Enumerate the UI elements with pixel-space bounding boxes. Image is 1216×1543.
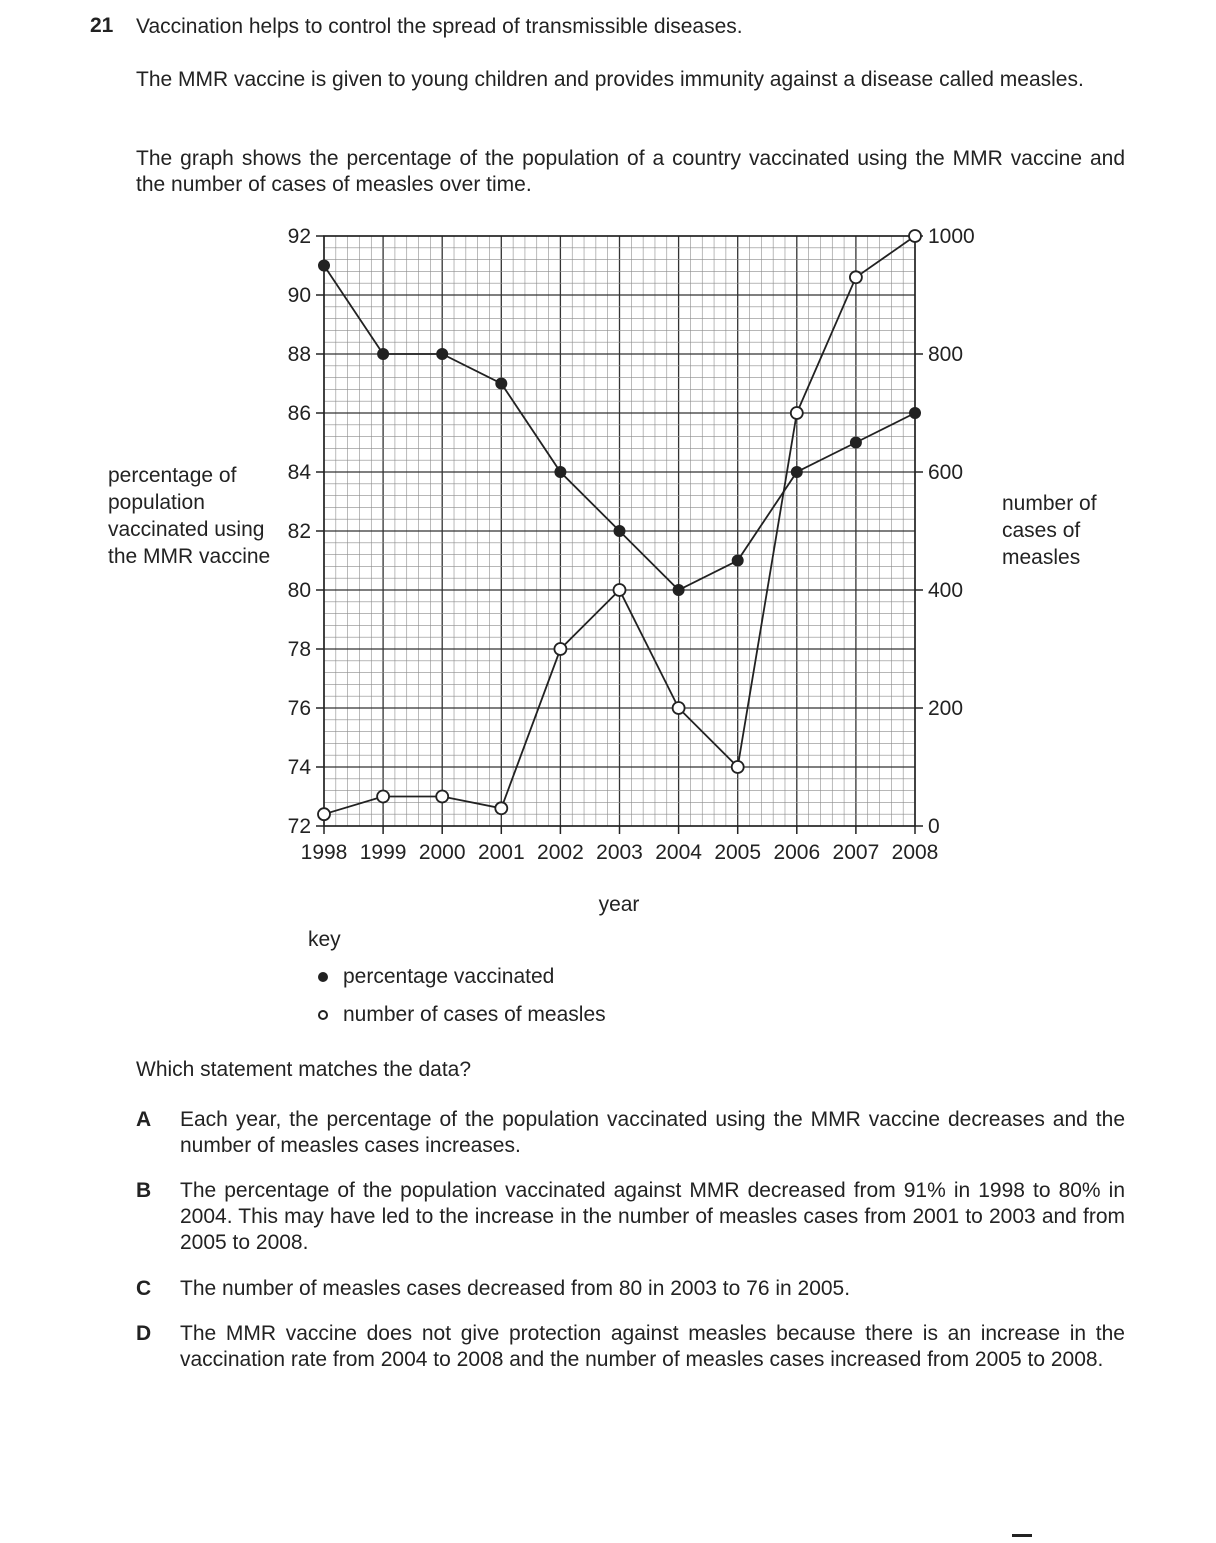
point-measles <box>436 791 448 803</box>
point-vaccinated <box>378 349 389 360</box>
question-paragraph-3: The graph shows the percentage of the population of a country vaccinated using the MMR vaccine and the number of cases of measles over time. <box>136 147 1125 196</box>
option-letter: C <box>136 1277 152 1300</box>
option-text: Each year, the percentage of the population vaccinated using the MMR vaccine decreases and the number of measles cases increases. <box>180 1108 1125 1157</box>
point-vaccinated <box>850 437 861 448</box>
key-label-measles: number of cases of measles <box>343 1003 606 1026</box>
option-c[interactable] <box>136 1276 1125 1302</box>
x-tick-label: 2007 <box>832 841 880 864</box>
right-tick-label: 1000 <box>928 225 975 248</box>
point-vaccinated <box>614 526 625 537</box>
x-tick-label: 2000 <box>418 841 466 864</box>
hollow-circle-icon <box>318 1010 328 1020</box>
filled-circle-icon <box>318 972 328 982</box>
x-tick-label: 1999 <box>359 841 407 864</box>
left-tick-label: 74 <box>287 756 311 779</box>
left-tick-label: 78 <box>287 638 311 661</box>
option-b[interactable] <box>136 1178 1125 1256</box>
point-measles <box>318 808 330 820</box>
left-tick-label: 92 <box>287 225 311 248</box>
option-letter: B <box>136 1179 152 1202</box>
point-measles <box>732 761 744 773</box>
point-measles <box>614 584 626 596</box>
left-tick-label: 72 <box>287 815 311 838</box>
x-tick-label: 2005 <box>714 841 762 864</box>
question-number: 21 <box>90 14 114 37</box>
page-mark <box>1012 1534 1032 1537</box>
point-vaccinated <box>910 408 921 419</box>
point-measles <box>850 271 862 283</box>
left-tick-label: 80 <box>287 579 311 602</box>
key-item-vaccinated <box>318 965 554 989</box>
left-axis-label: percentage of population vaccinated using the MMR vaccine <box>108 464 271 568</box>
point-measles <box>909 230 921 242</box>
left-tick-label: 86 <box>287 402 311 425</box>
option-letter: D <box>136 1322 152 1345</box>
x-tick-label: 2003 <box>596 841 643 864</box>
x-axis-label: year <box>598 893 640 916</box>
option-text: The MMR vaccine does not give protection against measles because there is an increase in the vaccination rate from 2004 to 2008 and the number of measles cases increased from 2005 to 2008. <box>180 1322 1125 1371</box>
right-tick-label: 0 <box>928 815 940 838</box>
point-measles <box>791 407 803 419</box>
right-tick-label: 400 <box>928 579 964 602</box>
key-item-measles <box>318 1003 606 1027</box>
x-tick-label: 2006 <box>773 841 821 864</box>
option-d[interactable] <box>136 1321 1125 1373</box>
x-tick-label: 2001 <box>477 841 525 864</box>
point-vaccinated <box>496 378 507 389</box>
point-vaccinated <box>555 467 566 478</box>
point-measles <box>495 802 507 814</box>
point-measles <box>554 643 566 655</box>
question-intro: Vaccination helps to control the spread of transmissible diseases. <box>136 15 743 38</box>
question-paragraph-2: The MMR vaccine is given to young children and provides immunity against a disease called measles. <box>136 68 1084 91</box>
point-vaccinated <box>319 260 330 271</box>
option-text: The percentage of the population vaccinated against MMR decreased from 91% in 1998 to 80% in 2004. This may have led to the increase in the number of measles cases from 2001 to 2003 and from 2005 to 2008. <box>180 1179 1125 1254</box>
point-measles <box>673 702 685 714</box>
right-tick-label: 600 <box>928 461 964 484</box>
option-letter: A <box>136 1108 152 1131</box>
right-tick-label: 200 <box>928 697 964 720</box>
right-tick-label: 800 <box>928 343 964 366</box>
point-vaccinated <box>673 585 684 596</box>
right-axis-label: number of cases of measles <box>1002 492 1097 569</box>
key-label-vaccinated: percentage vaccinated <box>343 965 555 988</box>
left-tick-label: 90 <box>287 284 311 307</box>
x-tick-label: 2008 <box>891 841 939 864</box>
point-vaccinated <box>791 467 802 478</box>
left-tick-label: 88 <box>287 343 311 366</box>
point-measles <box>377 791 389 803</box>
option-text: The number of measles cases decreased from 80 in 2003 to 76 in 2005. <box>180 1277 851 1300</box>
left-tick-label: 82 <box>287 520 311 543</box>
left-tick-label: 76 <box>287 697 311 720</box>
option-a[interactable] <box>136 1107 1125 1159</box>
key-title: key <box>308 928 341 951</box>
x-tick-label: 1998 <box>300 841 348 864</box>
x-tick-label: 2004 <box>655 841 702 864</box>
x-tick-label: 2002 <box>537 841 584 864</box>
left-tick-label: 84 <box>287 461 311 484</box>
question-prompt: Which statement matches the data? <box>136 1058 472 1081</box>
point-vaccinated <box>437 349 448 360</box>
point-vaccinated <box>732 555 743 566</box>
